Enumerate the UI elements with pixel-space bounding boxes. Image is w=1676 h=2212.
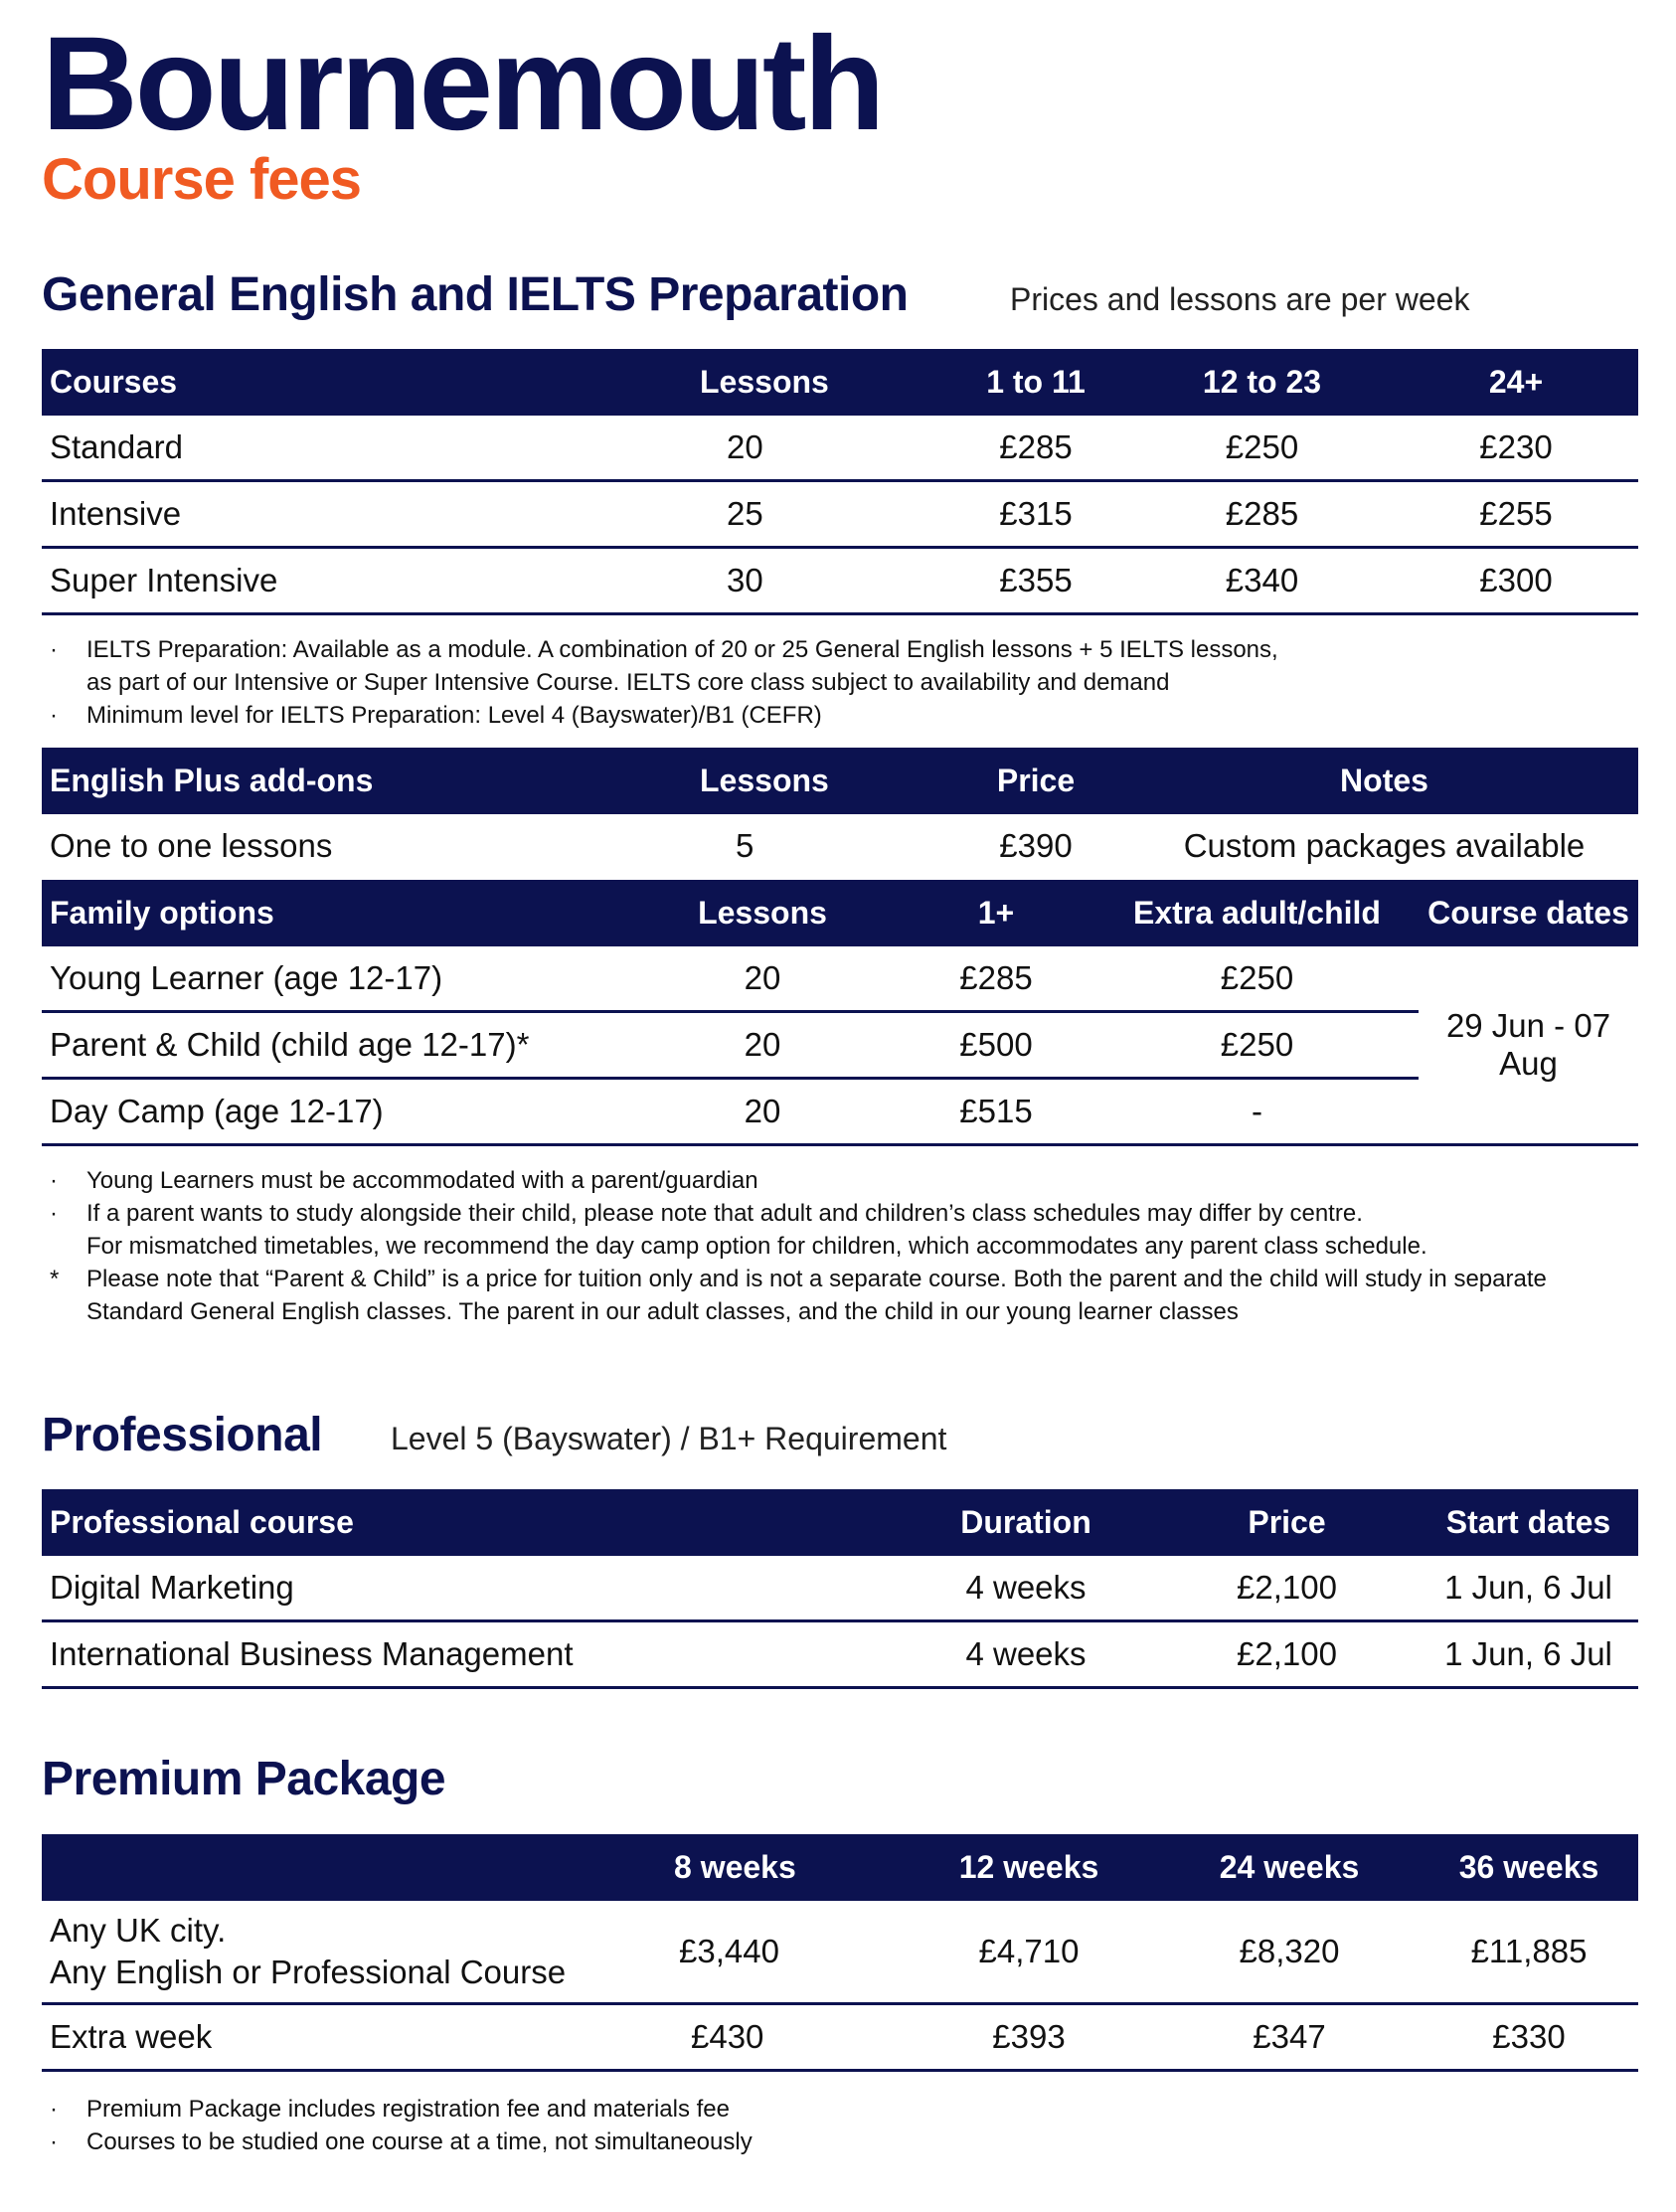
note-line: Courses to be studied one course at a time, not simultaneously bbox=[86, 2128, 753, 2155]
addon-name: One to one lessons bbox=[50, 827, 333, 864]
price: £4,710 bbox=[899, 1901, 1159, 2004]
price: £330 bbox=[1420, 2004, 1638, 2071]
col-header: Start dates bbox=[1419, 1489, 1638, 1556]
premium-heading: Premium Package bbox=[42, 1753, 446, 1805]
price: £300 bbox=[1394, 548, 1638, 614]
label-line: Any English or Professional Course bbox=[50, 1954, 567, 1990]
note-line: Please note that “Parent & Child” is a price for tuition only and is not a separate course. Both the parent and the child will study in separate bbox=[86, 1266, 1547, 1292]
price: £11,885 bbox=[1420, 1901, 1638, 2004]
col-header: 24 weeks bbox=[1159, 1834, 1420, 1901]
note-line: Premium Package includes registration fee and materials fee bbox=[86, 2096, 730, 2123]
course-name: Super Intensive bbox=[42, 548, 598, 614]
price: £285 bbox=[897, 946, 1095, 1012]
table-header-row bbox=[42, 349, 1638, 416]
table-header-row bbox=[42, 748, 1638, 814]
table-row bbox=[42, 481, 1638, 548]
lessons: 20 bbox=[598, 416, 941, 481]
extra-price: £250 bbox=[1095, 946, 1419, 1012]
price: £315 bbox=[941, 481, 1130, 548]
price: £393 bbox=[899, 2004, 1159, 2071]
table-row bbox=[42, 1621, 1638, 1688]
price: £430 bbox=[638, 2004, 899, 2071]
table-row bbox=[42, 416, 1638, 481]
col-header: Extra adult/child bbox=[1095, 880, 1419, 946]
lessons: 30 bbox=[598, 548, 941, 614]
table-row bbox=[42, 1079, 1638, 1145]
general-subheading: Prices and lessons are per week bbox=[1010, 281, 1470, 317]
col-header: 1+ bbox=[897, 880, 1095, 946]
note-line: Standard General English classes. The parent in our adult classes, and the child in our young learner classes bbox=[86, 1298, 1239, 1325]
professional-subheading: Level 5 (Bayswater) / B1+ Requirement bbox=[391, 1421, 947, 1456]
note-line: IELTS Preparation: Available as a module. A combination of 20 or 25 General English lessons + 5 IELTS lessons, bbox=[86, 636, 1278, 663]
price: £250 bbox=[1130, 416, 1394, 481]
price: £285 bbox=[941, 416, 1130, 481]
col-header: 12 weeks bbox=[899, 1834, 1159, 1901]
table-header-row bbox=[42, 1489, 1638, 1556]
note-item bbox=[50, 699, 1278, 732]
price: £255 bbox=[1394, 481, 1638, 548]
col-header: Price bbox=[1155, 1489, 1419, 1556]
table-header-row bbox=[42, 1834, 1638, 1901]
asterisk: * bbox=[50, 1266, 60, 1292]
bullet: · bbox=[50, 636, 58, 663]
start-dates: 1 Jun, 6 Jul bbox=[1419, 1556, 1638, 1621]
col-header: 36 weeks bbox=[1420, 1834, 1638, 1901]
package-label bbox=[42, 1901, 638, 2004]
price: £2,100 bbox=[1155, 1556, 1419, 1621]
price: £8,320 bbox=[1159, 1901, 1420, 2004]
page-title: Bournemouth bbox=[42, 10, 883, 158]
col-header: Courses bbox=[42, 349, 598, 416]
bullet: · bbox=[50, 702, 58, 729]
note-item bbox=[50, 1263, 1547, 1328]
col-header: 12 to 23 bbox=[1130, 349, 1394, 416]
course-name: International Business Management bbox=[42, 1621, 897, 1688]
note-line: as part of our Intensive or Super Intensive Course. IELTS core class subject to availability and demand bbox=[86, 669, 1170, 696]
note-line: Young Learners must be accommodated with a parent/guardian bbox=[86, 1167, 758, 1194]
general-fees-table bbox=[42, 349, 1638, 615]
price: £285 bbox=[1130, 481, 1394, 548]
col-header: English Plus add-ons bbox=[42, 748, 598, 814]
table-row bbox=[42, 548, 1638, 614]
col-header: Lessons bbox=[598, 349, 941, 416]
duration: 4 weeks bbox=[897, 1621, 1155, 1688]
col-header bbox=[42, 1834, 638, 1901]
extra-price: - bbox=[1095, 1079, 1419, 1145]
professional-table bbox=[42, 1489, 1638, 1689]
package-label bbox=[42, 2004, 638, 2071]
bullet: · bbox=[50, 1167, 58, 1194]
col-header: Family options bbox=[42, 880, 628, 946]
notes: Custom packages available bbox=[1183, 827, 1586, 864]
note-item bbox=[50, 2126, 753, 2158]
course-name: Digital Marketing bbox=[42, 1556, 897, 1621]
professional-heading: Professional bbox=[42, 1409, 323, 1461]
col-header: 1 to 11 bbox=[941, 349, 1130, 416]
col-header: 8 weeks bbox=[638, 1834, 899, 1901]
general-notes bbox=[50, 633, 1278, 732]
page-subtitle: Course fees bbox=[42, 147, 362, 212]
duration: 4 weeks bbox=[897, 1556, 1155, 1621]
col-header: Lessons bbox=[628, 880, 897, 946]
price: £347 bbox=[1159, 2004, 1420, 2071]
addons-table bbox=[42, 748, 1638, 878]
price: £3,440 bbox=[638, 1901, 899, 2004]
col-header: Duration bbox=[897, 1489, 1155, 1556]
table-row bbox=[42, 1901, 1638, 2004]
col-header: Course dates bbox=[1419, 880, 1638, 946]
course-dates: 29 Jun - 07 Aug bbox=[1419, 946, 1638, 1145]
extra-price: £250 bbox=[1095, 1012, 1419, 1079]
bullet: · bbox=[50, 2096, 58, 2123]
table-row bbox=[42, 2004, 1638, 2071]
general-heading: General English and IELTS Preparation bbox=[42, 268, 909, 321]
price: £390 bbox=[999, 827, 1073, 864]
lessons: 20 bbox=[628, 946, 897, 1012]
col-header: Price bbox=[941, 748, 1130, 814]
note-line: If a parent wants to study alongside their child, please note that adult and children’s class schedules may differ by centre. bbox=[86, 1200, 1363, 1227]
price: £230 bbox=[1394, 416, 1638, 481]
lessons: 25 bbox=[598, 481, 941, 548]
col-header: Notes bbox=[1130, 748, 1638, 814]
lessons: 20 bbox=[628, 1012, 897, 1079]
note-line: Minimum level for IELTS Preparation: Level 4 (Bayswater)/B1 (CEFR) bbox=[86, 702, 822, 729]
col-header: 24+ bbox=[1394, 349, 1638, 416]
course-name: Standard bbox=[42, 416, 598, 481]
table-row bbox=[42, 1556, 1638, 1621]
option-name: Day Camp (age 12-17) bbox=[42, 1079, 628, 1145]
label-line: Extra week bbox=[50, 2018, 213, 2055]
price: £340 bbox=[1130, 548, 1394, 614]
note-item bbox=[50, 1164, 1547, 1197]
table-row bbox=[42, 814, 1638, 878]
price: £500 bbox=[897, 1012, 1095, 1079]
bullet: · bbox=[50, 2128, 58, 2155]
family-notes bbox=[50, 1164, 1547, 1328]
note-item bbox=[50, 633, 1278, 699]
note-item bbox=[50, 1197, 1547, 1263]
note-item bbox=[50, 2093, 753, 2126]
price: £355 bbox=[941, 548, 1130, 614]
table-row bbox=[42, 1012, 1638, 1079]
table-row bbox=[42, 946, 1638, 1012]
price: £2,100 bbox=[1155, 1621, 1419, 1688]
option-name: Young Learner (age 12-17) bbox=[42, 946, 628, 1012]
price: £515 bbox=[897, 1079, 1095, 1145]
col-header: Lessons bbox=[598, 748, 941, 814]
note-line: For mismatched timetables, we recommend the day camp option for children, which accommodates any parent class schedule. bbox=[86, 1233, 1427, 1260]
option-name: Parent & Child (child age 12-17)* bbox=[42, 1012, 628, 1079]
lessons: 5 bbox=[736, 827, 754, 864]
label-line: Any UK city. bbox=[50, 1912, 227, 1949]
table-header-row bbox=[42, 880, 1638, 946]
bullet: · bbox=[50, 1200, 58, 1227]
premium-notes bbox=[50, 2093, 753, 2158]
start-dates: 1 Jun, 6 Jul bbox=[1419, 1621, 1638, 1688]
lessons: 20 bbox=[628, 1079, 897, 1145]
family-options-table bbox=[42, 880, 1638, 1146]
col-header: Professional course bbox=[42, 1489, 897, 1556]
course-name: Intensive bbox=[42, 481, 598, 548]
premium-table bbox=[42, 1834, 1638, 2072]
